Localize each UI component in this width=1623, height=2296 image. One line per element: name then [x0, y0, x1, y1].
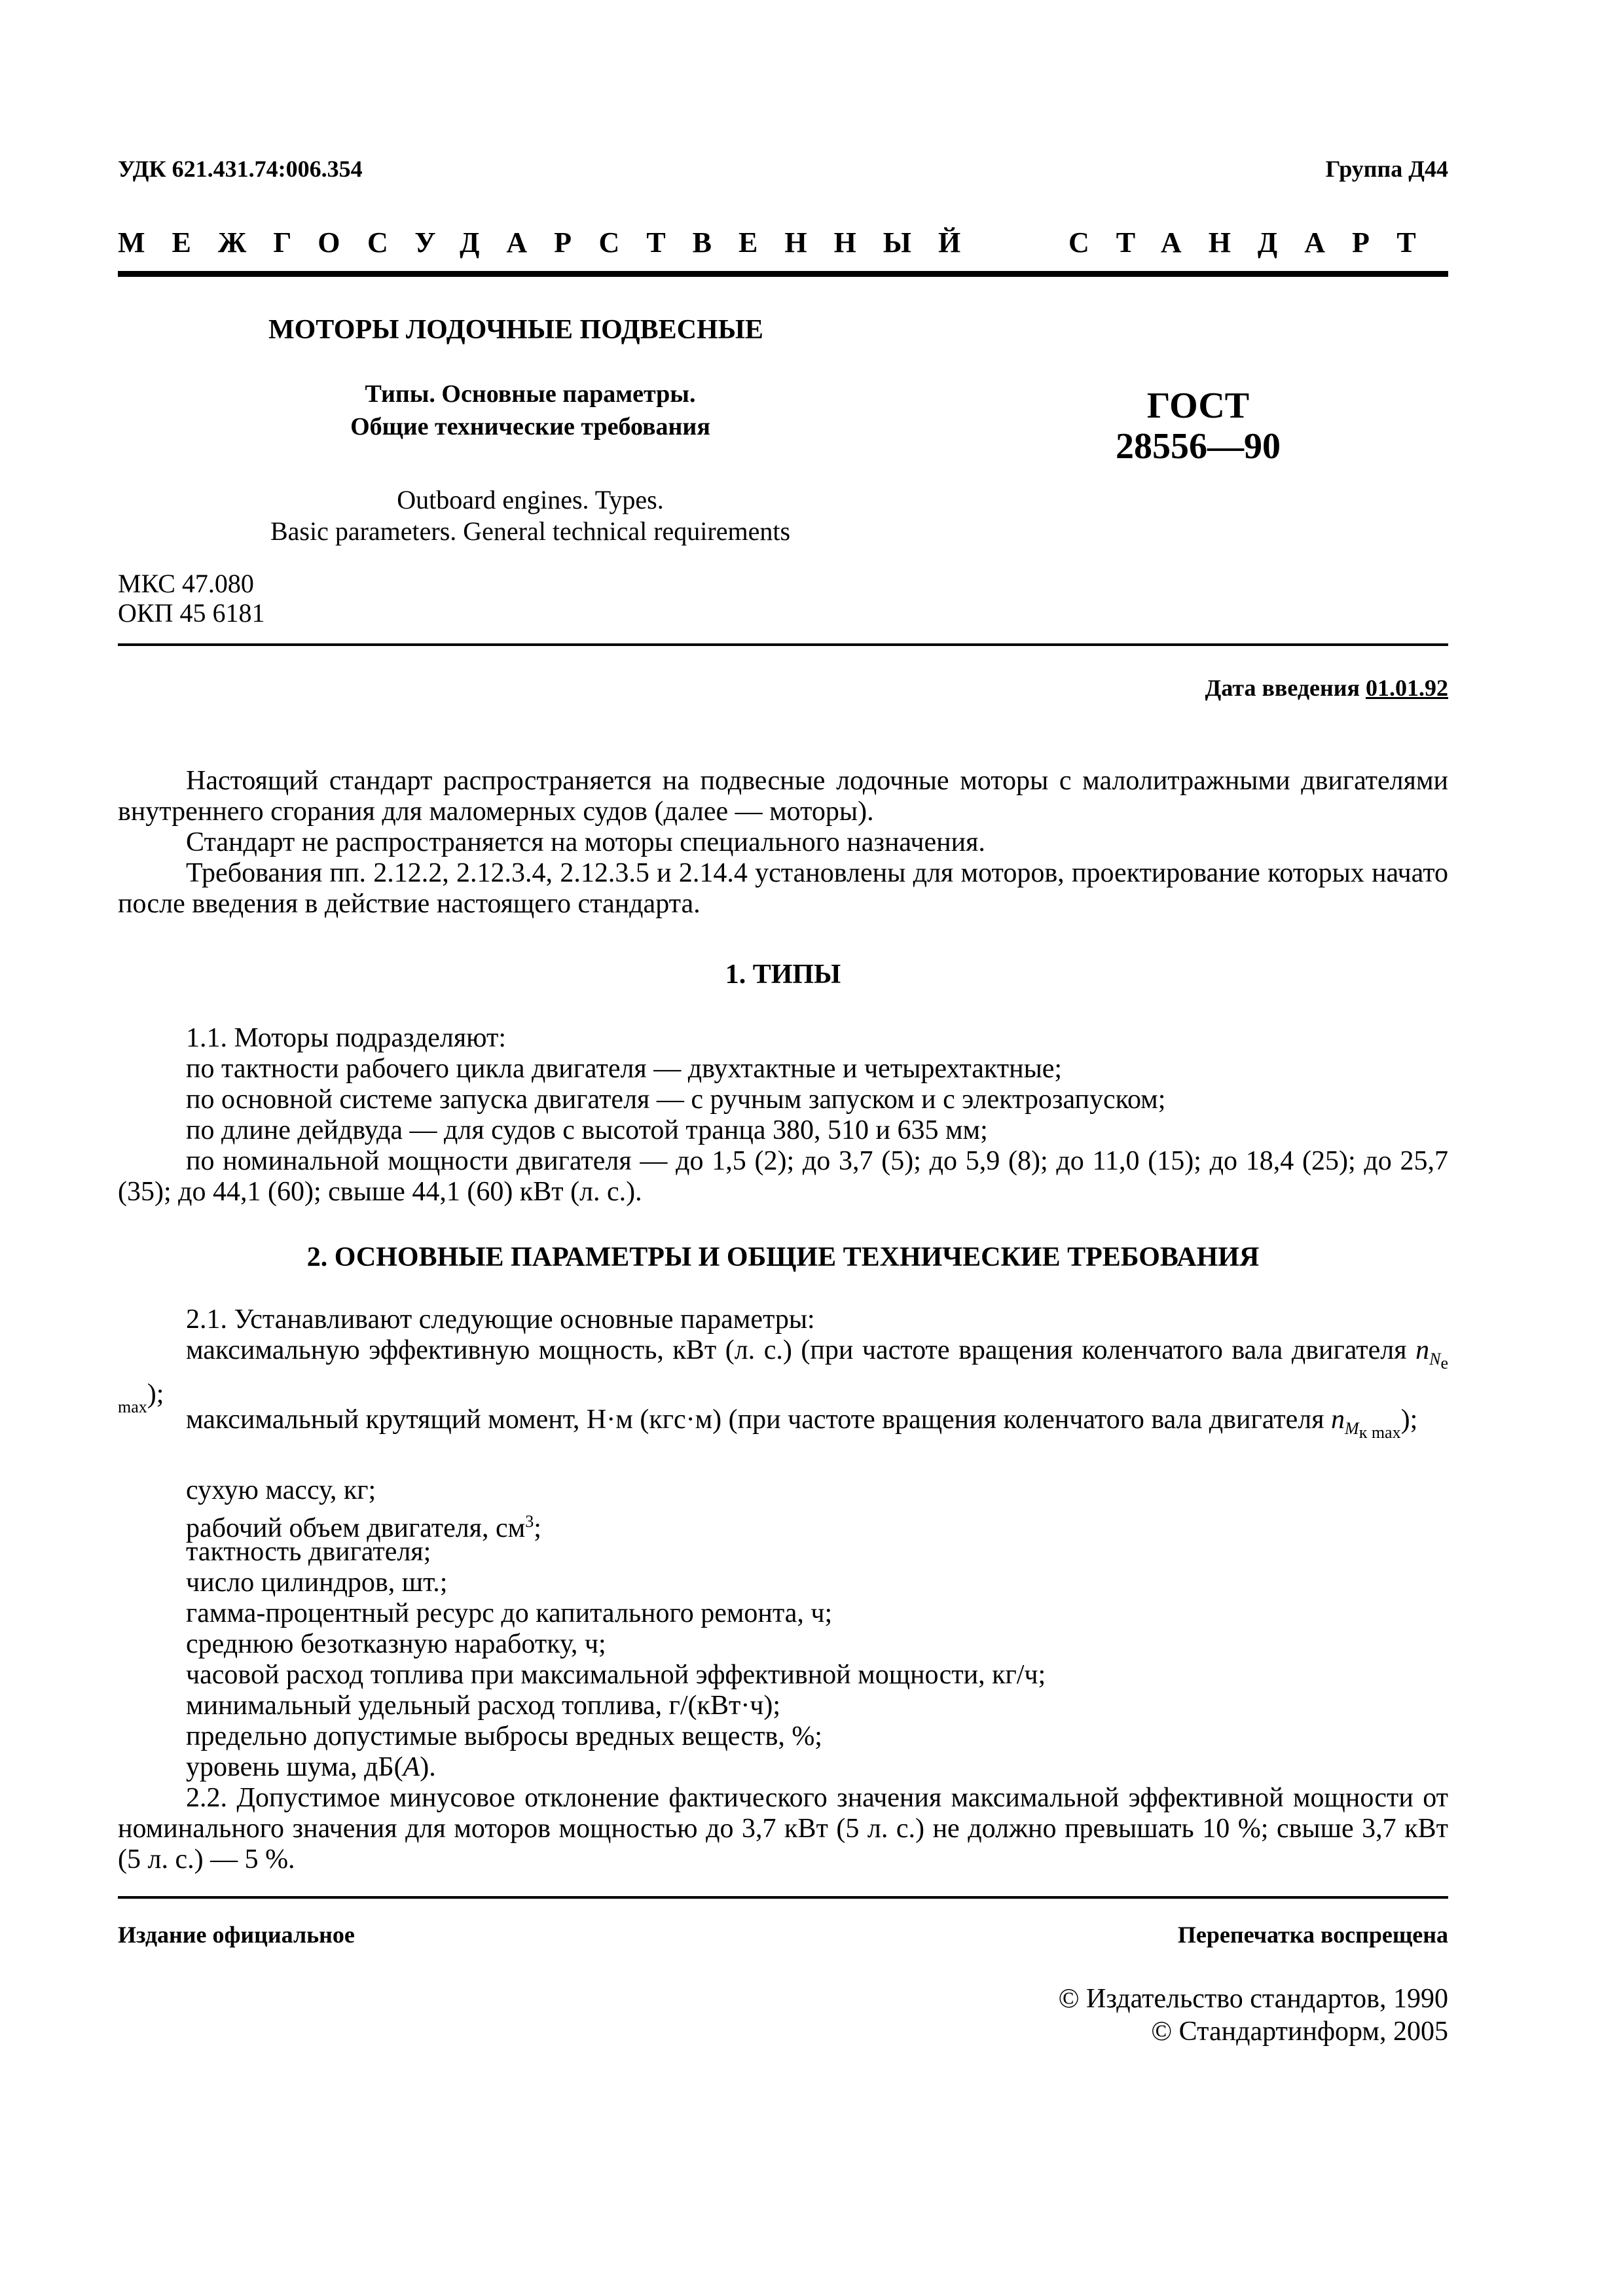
document-title: МОТОРЫ ЛОДОЧНЫЕ ПОДВЕСНЫЕ [268, 315, 763, 345]
list-item: гамма-процентный ресурс до капитального ремонта, ч; [186, 1598, 833, 1628]
subtitle-line1: Типы. Основные параметры. [365, 380, 696, 408]
list-item: минимальный удельный расход топлива, г/(кВт·ч); [186, 1691, 781, 1721]
banner-standard: СТАНДАРТ [1068, 226, 1443, 259]
list-item: рабочий объем двигателя, $см^3$; [186, 1512, 541, 1543]
section-1-lead: 1.1. Моторы подразделяют: [186, 1023, 507, 1053]
intro-date-value: 01.01.92 [1366, 675, 1448, 701]
list-item: по тактности рабочего цикла двигателя — двухтактные и четырехтактные; [186, 1054, 1063, 1084]
subtitle-line2: Общие технические требования [350, 413, 710, 440]
list-item: уровень шума, дБ(A). [186, 1752, 436, 1782]
list-item: тактность двигателя; [186, 1537, 431, 1567]
banner-rule [118, 271, 1448, 277]
power-classes-paragraph: по номинальной мощности двигателя — до 1,5 (2); до 3,7 (5); до 5,9 (8); до 11,0 (15); до 18,4 (25); до 25,7 (35); до 44,1 (60); свыше 44,1 (60) кВт (л. с.). [118, 1146, 1448, 1207]
section-2-lead: 2.1. Устанавливают следующие основные параметры: [186, 1304, 815, 1335]
section-1-heading: 1. ТИПЫ [725, 960, 841, 990]
footer-rule [118, 1896, 1448, 1899]
list-item: сухую массу, кг; [186, 1475, 376, 1505]
list-item: по основной системе запуска двигателя — с ручным запуском и с электрозапуском; [186, 1085, 1166, 1115]
gost-label: ГОСТ [1146, 386, 1250, 426]
group-code: Группа Д44 [1325, 156, 1448, 182]
banner-interstate: МЕЖГОСУДАРСТВЕННЫЙ [118, 226, 988, 259]
official-edition: Издание официальное [118, 1922, 355, 1948]
max-power-paragraph: максимальную эффективную мощность, кВт (л. с.) (при частоте вращения коленчатого вала двигателя $n_{N_{e max}}$); [118, 1335, 1449, 1417]
english-title-line1: Outboard engines. Types. [397, 485, 664, 514]
copyright-2005: © Стандартинформ, 2005 [1151, 2017, 1448, 2047]
copyright-1990: © Издательство стандартов, 1990 [1058, 1984, 1448, 2014]
list-item: часовой расход топлива при максимальной эффективной мощности, кг/ч; [186, 1660, 1046, 1690]
intro-paragraph-2: Стандарт не распространяется на моторы специального назначения. [186, 827, 985, 857]
intro-paragraph-3: Требования пп. 2.12.2, 2.12.3.4, 2.12.3.5 и 2.14.4 установлены для моторов, проектирование которых начато после введения в действие настоящего стандарта. [118, 858, 1448, 919]
reprint-notice: Перепечатка воспрещена [1177, 1922, 1448, 1948]
max-torque-paragraph: максимальный крутящий момент, Н·м (кгс·м) (при частоте вращения коленчатого вала двигателя $n_{M_{к max}}$); [186, 1405, 1418, 1443]
clause-2-2-paragraph: 2.2. Допустимое минусовое отклонение фактического значения максимальной эффективной мощности от номинального значения для моторов мощностью до 3,7 кВт (5 л. с.) не должно превышать 10 %; свыше 3,7 кВт (5 л. с.) — 5 %. [118, 1783, 1448, 1874]
list-item: предельно допустимые выбросы вредных веществ, %; [186, 1721, 822, 1751]
list-item: по длине дейдвуда — для судов с высотой транца 380, 510 и 635 мм; [186, 1115, 988, 1145]
english-title-line2: Basic parameters. General technical requirements [270, 516, 791, 546]
intro-date [1205, 674, 1449, 702]
section-2-heading: 2. ОСНОВНЫЕ ПАРАМЕТРЫ И ОБЩИЕ ТЕХНИЧЕСКИЕ ТРЕБОВАНИЯ [306, 1242, 1260, 1272]
gost-number: 28556—90 [1116, 426, 1281, 467]
list-item: среднюю безотказную наработку, ч; [186, 1629, 606, 1659]
intro-paragraph-1: Настоящий стандарт распространяется на подвесные лодочные моторы с малолитражными двигателями внутреннего сгорания для маломерных судов (далее — моторы). [118, 766, 1448, 827]
list-item: число цилиндров, шт.; [186, 1568, 448, 1598]
intro-date-label: Дата введения [1205, 675, 1360, 701]
title-rule [118, 643, 1448, 646]
udk-code: УДК 621.431.74:006.354 [118, 156, 363, 182]
okp-code: ОКП 45 6181 [118, 598, 265, 628]
mks-code: МКС 47.080 [118, 569, 254, 598]
